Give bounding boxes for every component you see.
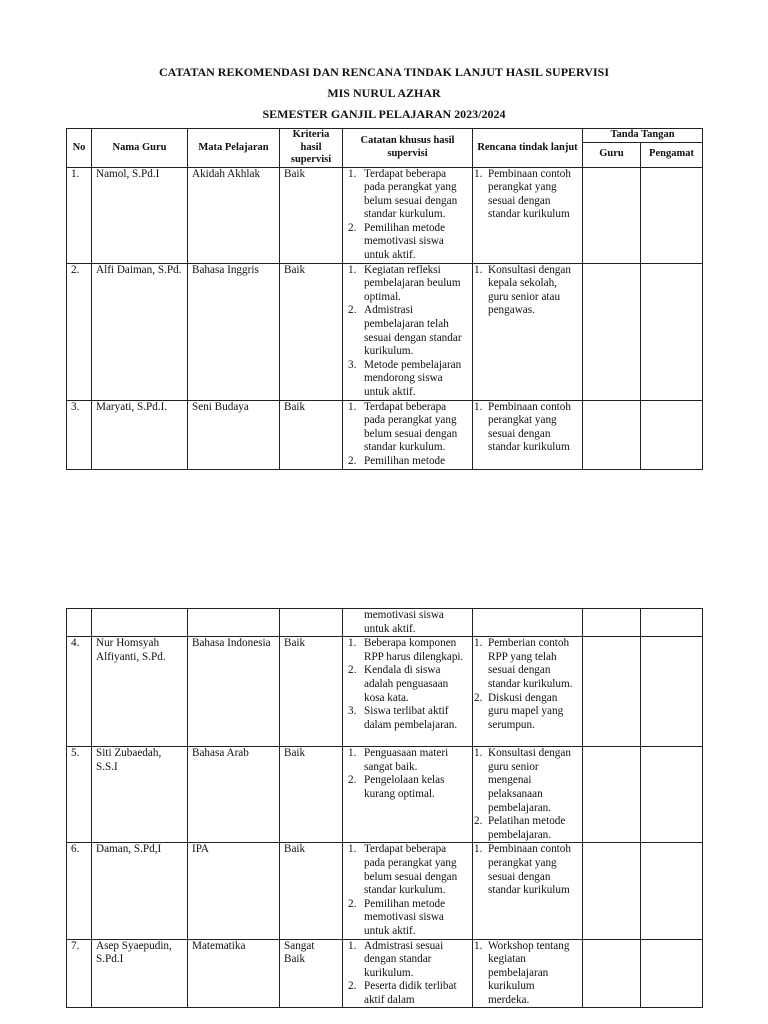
list-item: 1. Konsultasi dengan guru senior mengenai pelaksanaan pembelajaran. — [474, 747, 571, 814]
cell-rencana — [473, 747, 583, 843]
cell-ttd-guru[interactable] — [583, 400, 641, 469]
cell-nama-guru: Daman, S.Pd,I — [92, 843, 188, 939]
cell-ttd-pengamat[interactable] — [641, 400, 703, 469]
cell-kriteria: Baik — [280, 747, 343, 843]
cell-rencana — [473, 843, 583, 939]
list-item: 1. Workshop tentang kegiatan pembelajaran kurikulum merdeka. — [474, 939, 570, 1006]
cell-ttd-pengamat[interactable] — [641, 167, 703, 263]
cell-no: 2. — [67, 263, 92, 400]
table-row — [67, 167, 703, 263]
school-name: MIS NURUL AZHAR — [327, 86, 441, 100]
cell-rencana — [473, 637, 583, 747]
table-row — [67, 637, 703, 747]
cell-no: 6. — [67, 843, 92, 939]
cell-catatan — [343, 167, 473, 263]
list-item: 1. Terdapat beberapa pada perangkat yang belum sesuai dengan standar kurkulum. — [348, 843, 458, 897]
list-item: 1. Penguasaan materi sangat baik. — [348, 747, 449, 773]
list-item: 2. Diskusi dengan guru mapel yang serumpun. — [474, 691, 564, 731]
header-guru: Guru — [583, 142, 641, 167]
cell-ttd-pengamat[interactable] — [641, 843, 703, 939]
cell-nama-guru: Alfi Daiman, S.Pd. — [92, 263, 188, 400]
cell-ttd-guru[interactable] — [583, 167, 641, 263]
header-pengamat: Pengamat — [641, 142, 703, 167]
list-item: 1. Pembinaan contoh perangkat yang sesuai dengan standar kurikulum — [474, 843, 571, 897]
cell-rencana — [473, 939, 583, 1008]
header-nama-guru: Nama Guru — [92, 129, 188, 168]
cell-kriteria: Baik — [280, 400, 343, 469]
list-item: 1. Konsultasi dengan kepala sekolah, guru senior atau pengawas. — [474, 263, 571, 317]
cell-ttd-pengamat[interactable] — [641, 939, 703, 1008]
cell-catatan — [343, 400, 473, 469]
header-mata-pelajaran: Mata Pelajaran — [188, 129, 280, 168]
cell-nama-guru: Namol, S.Pd.I — [92, 167, 188, 263]
continuation-text: memotivasi siswa untuk aktif. — [364, 609, 444, 635]
supervision-table-page1 — [66, 128, 703, 470]
list-item: 2. Kendala di siswa adalah penguasaan kosa kata. — [348, 664, 449, 704]
cell-rencana — [473, 167, 583, 263]
list-item: 1. Pembinaan contoh perangkat yang sesuai dengan standar kurikulum — [474, 400, 571, 454]
supervision-table-page2 — [66, 608, 703, 1008]
cell-mata-pelajaran: Bahasa Indonesia — [188, 637, 280, 747]
list-item: 2. Admistrasi pembelajaran telah sesuai dengan standar kurikulum. — [348, 304, 462, 358]
cell-nama-guru: Nur Homsyah Alfiyanti, S.Pd. — [92, 637, 188, 747]
list-item: 3. Siswa terlibat aktif dalam pembelajaran. — [348, 705, 458, 731]
cell-nama-guru: Maryati, S.Pd.I. — [92, 400, 188, 469]
cell-no: 4. — [67, 637, 92, 747]
list-item: 1. Pembinaan contoh perangkat yang sesuai dengan standar kurikulum — [474, 167, 571, 221]
cell-mata-pelajaran: IPA — [188, 843, 280, 939]
cell-catatan — [343, 637, 473, 747]
header-kriteria: Kriteria hasil supervisi — [280, 129, 343, 168]
cell-catatan — [343, 747, 473, 843]
cell-ttd-guru[interactable] — [583, 637, 641, 747]
cell-kriteria: Baik — [280, 263, 343, 400]
cell-kriteria: Baik — [280, 167, 343, 263]
header-no: No — [67, 129, 92, 168]
document-title: CATATAN REKOMENDASI DAN RENCANA TINDAK LANJUT HASIL SUPERVISI — [159, 65, 609, 79]
list-item: 1. Admistrasi sesuai dengan standar kurikulum. — [348, 939, 444, 979]
cell-mata-pelajaran: Seni Budaya — [188, 400, 280, 469]
list-item: 2. Pengelolaan kelas kurang optimal. — [348, 774, 445, 800]
cell-ttd-pengamat[interactable] — [641, 747, 703, 843]
cell-ttd-guru[interactable] — [583, 843, 641, 939]
cell-no: 5. — [67, 747, 92, 843]
table-row — [67, 747, 703, 843]
cell-kriteria: Baik — [280, 637, 343, 747]
cell-nama-guru: Siti Zubaedah, S.S.I — [92, 747, 188, 843]
cell-catatan — [343, 263, 473, 400]
table-row — [67, 939, 703, 1008]
list-item: 1. Terdapat beberapa pada perangkat yang belum sesuai dengan standar kurkulum. — [348, 400, 458, 454]
semester-title: SEMESTER GANJIL PELAJARAN 2023/2024 — [262, 107, 506, 121]
continuation-row — [67, 609, 703, 637]
list-item: 1. Beberapa komponen RPP harus dilengkapi. — [348, 637, 464, 663]
cell-catatan — [343, 843, 473, 939]
cell-nama-guru: Asep Syaepudin, S.Pd.I — [92, 939, 188, 1008]
table-row — [67, 263, 703, 400]
list-item: 2. Peserta didik terlibat aktif dalam — [348, 980, 457, 1006]
list-item: 1. Kegiatan refleksi pembelajaran beulum optimal. — [348, 263, 461, 303]
header-tanda-tangan: Tanda Tangan — [583, 129, 703, 143]
cell-mata-pelajaran: Bahasa Inggris — [188, 263, 280, 400]
cell-ttd-guru[interactable] — [583, 747, 641, 843]
list-item: 2. Pemilihan metode — [348, 455, 446, 468]
table-row — [67, 400, 703, 469]
header-catatan: Catatan khusus hasil supervisi — [343, 129, 473, 168]
cell-mata-pelajaran: Bahasa Arab — [188, 747, 280, 843]
list-item: 1. Pemberian contoh RPP yang telah sesuai dengan standar kurikulum. — [474, 637, 573, 690]
cell-no: 7. — [67, 939, 92, 1008]
list-item: 3. Metode pembelajaran mendorong siswa untuk aktif. — [348, 358, 462, 398]
list-item: 1. Terdapat beberapa pada perangkat yang belum sesuai dengan standar kurkulum. — [348, 167, 458, 221]
list-item: 2. Pelatihan metode pembelajaran. — [474, 815, 566, 841]
cell-catatan — [343, 939, 473, 1008]
list-item: 2. Pemilihan metode memotivasi siswa untuk aktif. — [348, 897, 446, 937]
cell-rencana — [473, 400, 583, 469]
cell-kriteria: Baik — [280, 843, 343, 939]
cell-ttd-guru[interactable] — [583, 263, 641, 400]
cell-no: 3. — [67, 400, 92, 469]
table-row — [67, 843, 703, 939]
cell-rencana — [473, 263, 583, 400]
cell-ttd-pengamat[interactable] — [641, 637, 703, 747]
header-rencana: Rencana tindak lanjut — [473, 129, 583, 168]
cell-no: 1. — [67, 167, 92, 263]
cell-mata-pelajaran: Akidah Akhlak — [188, 167, 280, 263]
list-item: 2. Pemilihan metode memotivasi siswa untuk aktif. — [348, 221, 446, 262]
cell-ttd-guru[interactable] — [583, 939, 641, 1008]
cell-ttd-pengamat[interactable] — [641, 263, 703, 400]
cell-mata-pelajaran: Matematika — [188, 939, 280, 1008]
cell-kriteria: Sangat Baik — [280, 939, 343, 1008]
